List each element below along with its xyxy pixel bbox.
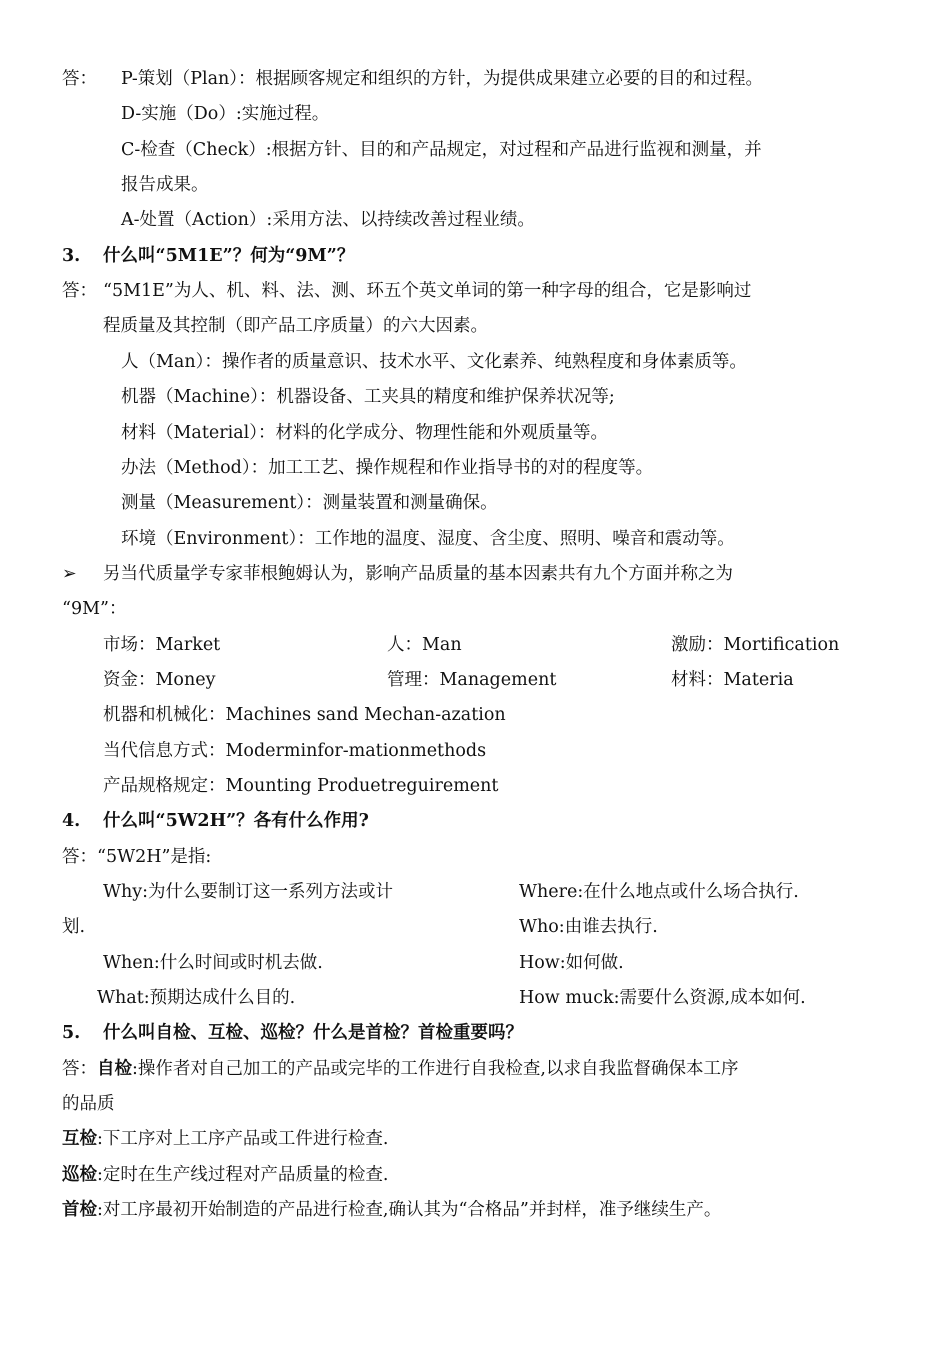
w-when: When:什么时间或时机去做.: [103, 953, 323, 973]
w-how-much: How muck:需要什么资源,成本如何.: [519, 988, 806, 1008]
factor-method: 办法（Method）：加工工艺、操作规程和作业指导书的对的程度等。: [121, 458, 654, 478]
answer-prefix: 答：: [62, 69, 97, 89]
answer-5w2h: 答：“5W2H”是指:: [62, 847, 212, 867]
factor-machine: 机器（Machine）：机器设备、工夹具的精度和维护保养状况等;: [121, 387, 615, 407]
mutual-check-label: 互检: [62, 1129, 97, 1149]
nine-m-information: 当代信息方式：Moderminfor-mationmethods: [103, 741, 487, 761]
nine-m-management: 管理：Management: [387, 670, 557, 690]
nine-m-machines: 机器和机械化：Machines sand Mechan-azation: [103, 705, 506, 725]
self-check-label: 自检: [97, 1059, 132, 1079]
question-number: 4.: [62, 811, 81, 831]
nine-m-materia: 材料：Materia: [671, 670, 794, 690]
w-why-line2: 划.: [62, 917, 86, 937]
bullet-arrow-icon: ➢: [62, 564, 77, 584]
self-check-line1: [62, 1061, 738, 1079]
w-who: Who:由谁去执行.: [519, 917, 658, 937]
pdca-action: A-处置（Action）:采用方法、以持续改善过程业绩。: [121, 210, 535, 230]
first-check-label: 首检: [62, 1200, 97, 1220]
nine-m-money: 资金：Money: [103, 670, 216, 690]
question-number: 5.: [62, 1023, 81, 1043]
question-number: 3.: [62, 246, 81, 266]
factor-measurement: 测量（Measurement）：测量装置和测量确保。: [121, 493, 498, 513]
w-why-line1: Why:为什么要制订这一系列方法或计: [103, 882, 394, 902]
answer-prefix: 答：: [62, 1059, 97, 1079]
first-check: [62, 1202, 721, 1220]
first-check-text: :对工序最初开始制造的产品进行检查,确认其为“合格品”并封样，准予继续生产。: [97, 1200, 722, 1220]
answer-prefix: 答：: [62, 281, 97, 301]
nine-m-market: 市场：Market: [103, 635, 221, 655]
nine-m-intro-line1: 另当代质量学专家菲根鲍姆认为，影响产品质量的基本因素共有九个方面并称之为: [103, 564, 733, 584]
mutual-check: [62, 1131, 388, 1149]
nine-m-intro-line2: “9M”：: [62, 599, 127, 619]
w-how: How:如何做.: [519, 953, 624, 973]
nine-m-motivation: 激励：Mortification: [671, 635, 840, 655]
w-where: Where:在什么地点或什么场合执行.: [519, 882, 799, 902]
pdca-check-line1: C-检查（Check）:根据方针、目的和产品规定，对过程和产品进行监视和测量，并: [121, 140, 762, 160]
question-title: 什么叫“5W2H”？各有什么作用?: [103, 811, 369, 831]
patrol-check-label: 巡检: [62, 1165, 97, 1185]
answer-intro-line1: “5M1E”为人、机、料、法、测、环五个英文单词的第一种字母的组合，它是影响过: [103, 281, 752, 301]
patrol-check: [62, 1167, 388, 1185]
pdca-check-line2: 报告成果。: [121, 175, 209, 195]
answer-intro-line2: 程质量及其控制（即产品工序质量）的六大因素。: [103, 316, 488, 336]
factor-material: 材料（Material）：材料的化学成分、物理性能和外观质量等。: [121, 423, 608, 443]
pdca-plan: P-策划（Plan）：根据顾客规定和组织的方针，为提供成果建立必要的目的和过程。: [121, 69, 764, 89]
mutual-check-text: :下工序对上工序产品或工件进行检查.: [97, 1129, 389, 1149]
question-title: 什么叫“5M1E”？何为“9M”？: [103, 246, 355, 266]
self-check-line2: 的品质: [62, 1094, 115, 1114]
question-title: 什么叫自检、互检、巡检？什么是首检？首检重要吗？: [103, 1023, 523, 1043]
self-check-text: :操作者对自己加工的产品或完毕的工作进行自我检查,以求自我监督确保本工序: [132, 1059, 739, 1079]
nine-m-requirement: 产品规格规定：Mounting Produetreguirement: [103, 776, 499, 796]
patrol-check-text: :定时在生产线过程对产品质量的检查.: [97, 1165, 389, 1185]
nine-m-man: 人：Man: [387, 635, 462, 655]
factor-man: 人（Man）：操作者的质量意识、技术水平、文化素养、纯熟程度和身体素质等。: [121, 352, 747, 372]
factor-environment: 环境（Environment）：工作地的温度、湿度、含尘度、照明、噪音和震动等。: [121, 529, 735, 549]
w-what: What:预期达成什么目的.: [97, 988, 296, 1008]
pdca-do: D-实施（Do）:实施过程。: [121, 104, 330, 124]
